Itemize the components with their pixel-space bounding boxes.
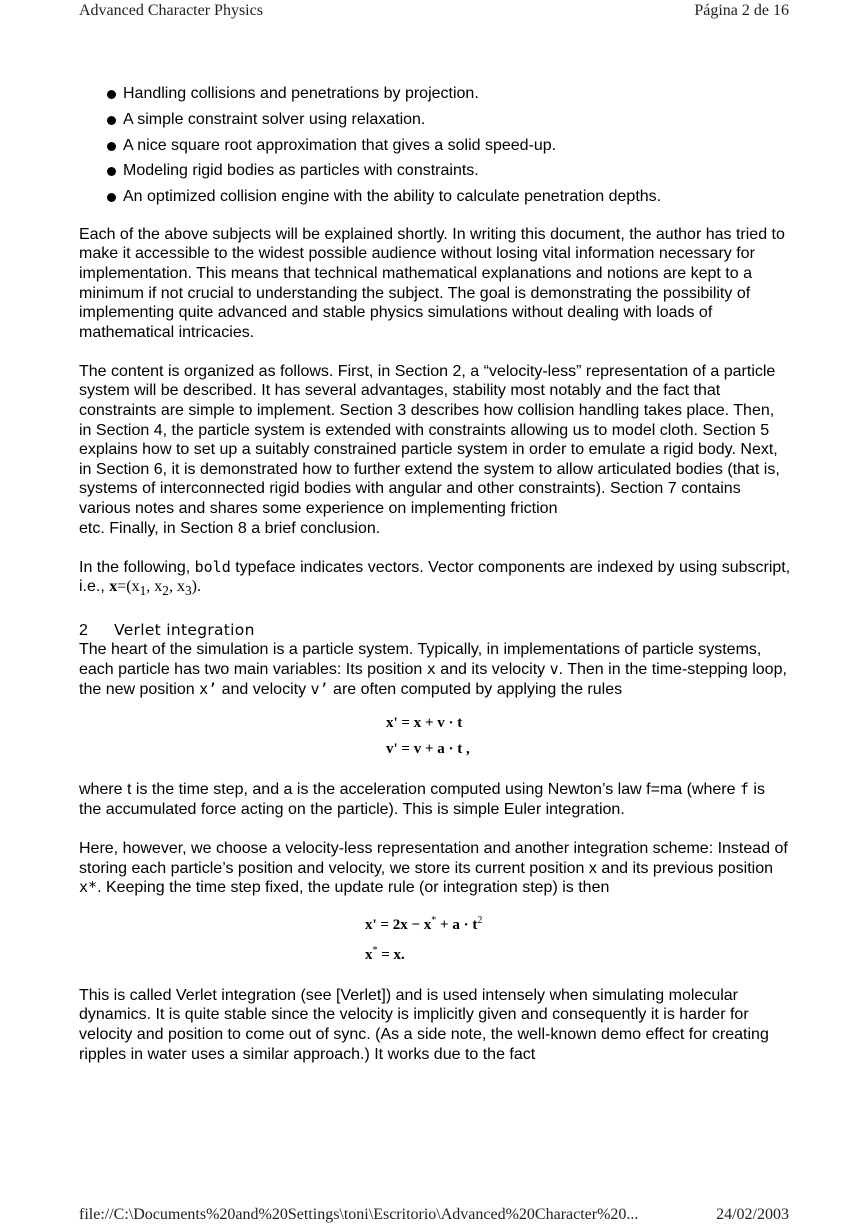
list-item: An optimized collision engine with the ability to calculate penetration depths. [107, 187, 791, 207]
notation-part: , x [146, 578, 163, 596]
subscript: 3 [184, 583, 192, 599]
euler-equations [386, 710, 791, 762]
equation-line [365, 938, 791, 968]
inline-var: f [739, 780, 749, 799]
page-header-title: Advanced Character Physics [79, 2, 263, 19]
equation-text: x' = 2x − x [365, 916, 432, 933]
notation-bold-word: bold [194, 557, 231, 576]
paragraph-verlet: This is called Verlet integration (see [Verlet]) and is used intensely when simulating molecular dynamics. It is quite stable since the velocity is implicitly given and consequently it is harder for velocity and position to come out of sync. (As a side note, the well-known demo effect for creating ripples in water uses a similar approach.) It works due to the fact [79, 986, 769, 1063]
paragraph-text: and velocity [217, 680, 311, 698]
section-number: 2 [79, 621, 88, 639]
vector-x: x [109, 578, 118, 596]
inline-var: v’ [310, 679, 329, 698]
equation-line [386, 736, 791, 762]
paragraph-text: In the following, [79, 558, 195, 576]
page-footer-date: 24/02/2003 [716, 1206, 789, 1223]
paragraph-text: typeface indicates vectors. Vector components are indexed by using subscript, i.e., [79, 558, 791, 596]
equation-text: = x. [377, 946, 405, 963]
page-footer-path: file://C:\Documents%20and%20Settings\toni\Escritorio\Advanced%20Character%20... [79, 1206, 639, 1223]
paragraph-overview: Each of the above subjects will be explained shortly. In writing this document, the author has tried to make it accessible to the widest possible audience without losing vital information necessary for implementation. This means that technical mathematical explanations and notions are kept to a minimum if not crucial to understanding the subject. The goal is demonstrating the possibility of implementing quite advanced and stable physics simulations without dealing with loads of mathematical intricacies. [79, 225, 785, 341]
section-title: Verlet integration [114, 620, 255, 639]
superscript: * [372, 944, 378, 956]
equation-line [365, 908, 791, 938]
inline-var: x [426, 659, 436, 678]
notation-part: , x [168, 578, 185, 596]
paragraph-text: . Keeping the time step fixed, the update rule (or integration step) is then [97, 879, 610, 897]
inline-var: x’ [199, 679, 218, 698]
paragraph-text: The heart of the simulation is a particle system. Typically, in implementations of particle systems, each particle has two main variables: Its position [79, 641, 762, 678]
list-item: A nice square root approximation that gives a solid speed-up. [107, 136, 791, 156]
document-body [79, 84, 791, 1084]
paragraph-text: where t is the time step, and a is the acceleration computed using Newton’s law f=ma (where [79, 781, 740, 799]
paragraph-text: is the accumulated force acting on the particle). This is simple Euler integration. [79, 781, 765, 818]
equation-text: x [365, 946, 373, 963]
paragraph-euler [79, 780, 791, 819]
superscript: 2 [477, 914, 483, 926]
notation-part: ). [191, 578, 201, 596]
page-header-page-number: Página 2 de 16 [694, 2, 789, 19]
equation-text: + a · t [436, 916, 478, 933]
topic-list [79, 84, 791, 207]
vector-notation [109, 578, 201, 599]
inline-var: x* [79, 878, 98, 897]
paragraph-text: are often computed by applying the rules [328, 680, 623, 698]
equation-text: x' = x + v · t [386, 715, 463, 732]
equation-text: v' = v + a · t , [386, 741, 470, 758]
verlet-equations [365, 908, 791, 968]
paragraph-particle-system [79, 640, 791, 699]
paragraph-text: . Then in the time-stepping loop, the new position [79, 660, 787, 698]
paragraph-text: The content is organized as follows. First, in Section 2, a “velocity-less” representation of a particle system will be described. It has several advantages, stability most notably and the fact that constraints are simple to implement. Section 3 describes how collision handling takes place. Then, in Section 4, the particle system is extended with constraints allowing us to model cloth. Section 5 explains how to set up a suitably constrained particle system in order to emulate a rigid body. Next, in Section 6, it is demonstrated how to further extend the system to allow articulated bodies (that is, systems of interconnected rigid bodies with angular and other constraints). Section 7 contains various notes and shares some experience on implementing friction [79, 362, 780, 518]
equation-line [386, 710, 791, 736]
subscript: 2 [162, 583, 169, 599]
paragraph-text: etc. Finally, in Section 8 a brief conclusion. [79, 519, 381, 537]
superscript: * [431, 914, 437, 926]
paragraph-velocity-less [79, 839, 791, 898]
subscript: 1 [139, 583, 147, 599]
paragraph-text: Here, however, we choose a velocity-less representation and another integration scheme: Instead of storing each particle’s position and velocity, we store its current position x and its previous position [79, 839, 788, 877]
list-item: Modeling rigid bodies as particles with constraints. [107, 161, 791, 181]
list-item: A simple constraint solver using relaxation. [107, 110, 791, 130]
paragraph-organization [79, 362, 791, 538]
section-heading [79, 621, 791, 641]
inline-var: v [549, 659, 559, 678]
paragraph-notation [79, 558, 791, 601]
paragraph-text: and its velocity [435, 660, 550, 678]
notation-part: =(x [117, 578, 140, 596]
list-item: Handling collisions and penetrations by projection. [107, 84, 791, 104]
